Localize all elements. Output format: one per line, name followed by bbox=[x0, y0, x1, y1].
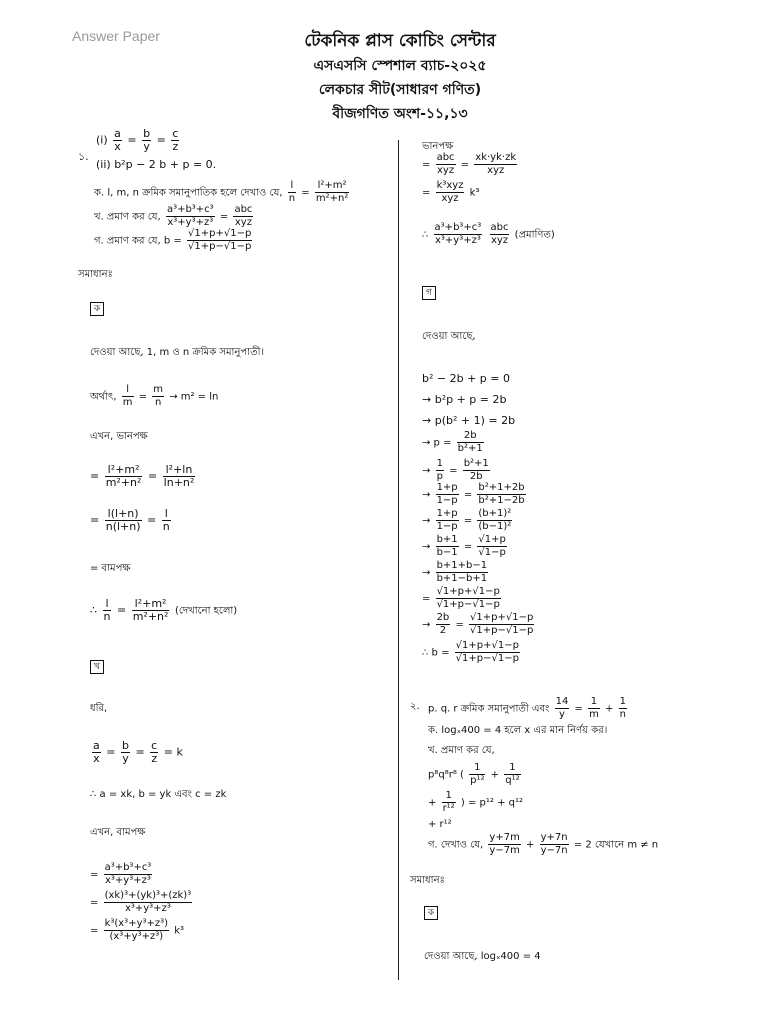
arthat-line: অর্থাৎ, $\frac{l}{m}$ = $\frac{m}{n}$ → m² = ln bbox=[90, 384, 219, 408]
ga-eq-3: → p = $\frac{2b}{\text{b²+1}}$ bbox=[422, 430, 483, 454]
ga-eq-4: → $\frac{1}{p}$ = $\frac{\text{b²+1}}{2b}$ bbox=[422, 458, 489, 482]
kha-step-1: = $\frac{\text{a³+b³+c³}}{\text{x³+y³+z³}}$ bbox=[90, 862, 152, 886]
question-number: ১. bbox=[78, 150, 89, 163]
step-1: = $\frac{\text{l²+m²}}{\text{m²+n²}}$ = $\frac{\text{l²+ln}}{\text{ln+n²}}$ bbox=[90, 463, 195, 489]
given-line: দেওয়া আছে, 1, m ও n ক্রমিক সমানুপাতী। bbox=[90, 347, 265, 358]
ga-eq-9: = $\frac{√1+p+√1-p}{√1+p-√1-p}$ bbox=[422, 586, 500, 610]
question-2-kha-expr-2: + $\frac{1}{\text{r¹²}}$ ) = p¹² + q¹² bbox=[428, 790, 523, 814]
batch-title: এসএসসি স্পেশাল ব্যাচ-২০২৫ bbox=[313, 58, 487, 74]
ga-eq-7: → $\frac{b+1}{b-1}$ = $\frac{√1+p}{√1-p}$ bbox=[422, 534, 506, 558]
part-ga-box: গ bbox=[422, 286, 436, 300]
part-kha-box: খ bbox=[90, 660, 104, 674]
question-2-ka: ক. logₓ400 = 4 হলে x এর মান নির্ণয় কর। bbox=[428, 725, 608, 736]
question-i: (i) $\frac{a}{x}$ = $\frac{b}{y}$ = $\frac{c}{z}$ bbox=[96, 127, 179, 153]
step-2: = $\frac{l(l+n)}{n(l+n)}$ = $\frac{l}{n}$ bbox=[90, 507, 170, 533]
part-ka-box: ক bbox=[90, 302, 104, 316]
kha-conclusion: ∴ $\frac{\text{a³+b³+c³}}{\text{x³+y³+z³}}$ $\frac{\text{abc}}{\text{xyz}}$ (প্রমাণিত) bbox=[422, 222, 555, 246]
answer-paper-label: Answer Paper bbox=[72, 28, 160, 44]
given-ga: দেওয়া আছে, bbox=[422, 331, 476, 342]
ga-conclusion: ∴ b = $\frac{√1+p+√1-p}{√1+p-√1-p}$ bbox=[422, 640, 519, 664]
question-2-number: ২. bbox=[410, 701, 420, 712]
ga-eq-1: → b²p + p = 2b bbox=[422, 393, 507, 406]
ga-eq-5: → $\frac{1+p}{1-p}$ = $\frac{\text{b²+1+2b}}{\text{b²+1−2b}}$ bbox=[422, 482, 525, 506]
question-kha: খ. প্রমাণ কর যে, $\frac{\text{a³+b³+c³}}{\text{x³+y³+z³}}$ = $\frac{\text{abc}}{\text{xyz}}$ bbox=[94, 204, 253, 228]
ga-eq-6: → $\frac{1+p}{1-p}$ = $\frac{\text{(b+1)²}}{\text{(b−1)²}}$ bbox=[422, 508, 512, 532]
solution-2-heading: সমাধানঃ bbox=[410, 875, 445, 886]
ga-eq-2: → p(b² + 1) = 2b bbox=[422, 414, 516, 427]
dhori-line: ধরি, bbox=[90, 703, 108, 714]
ratio-line: $\frac{a}{x}$ = $\frac{b}{y}$ = $\frac{c}{z}$ = k bbox=[93, 739, 183, 765]
bhanpokkho-label: ভানপক্ষ bbox=[422, 141, 454, 152]
part-2-ka-box: ক bbox=[424, 906, 438, 920]
rhs-step-2: = $\frac{\text{k³xyz}}{\text{xyz}}$ k³ bbox=[422, 180, 480, 204]
eq-rhs: = বামপক্ষ bbox=[90, 563, 131, 574]
rhs-step-1: = $\frac{\text{abc}}{\text{xyz}}$ = $\frac{xk\cdot yk\cdot zk}{\text{xyz}}$ bbox=[422, 152, 517, 176]
kha-step-2: = $\frac{\text{(xk)³+(yk)³+(zk)³}}{\text{x³+y³+z³}}$ bbox=[90, 890, 192, 914]
ekhon-bam: এখন, বামপক্ষ bbox=[90, 827, 146, 838]
ga-eq-10: → $\frac{2b}{2}$ = $\frac{√1+p+√1-p}{√1+p-√1-p}$ bbox=[422, 612, 534, 636]
kha-step-3: = $\frac{\text{k³(x³+y³+z³)}}{\text{(x³+y³+z³)}}$ k³ bbox=[90, 918, 185, 942]
sheet-title: লেকচার সীট(সাধারণ গণিত) bbox=[318, 82, 482, 98]
chapter-title: বীজগণিত অংশ-১১,১৩ bbox=[332, 106, 468, 122]
solution-heading: সমাধানঃ bbox=[78, 269, 113, 280]
question-2-text: p. q. r ক্রমিক সমানুপাতী এবং $\frac{14}{y}$ = $\frac{1}{m}$ + $\frac{1}{n}$ bbox=[428, 696, 626, 720]
question-2-kha-expr: p⁸q⁸r⁸ ( $\frac{1}{\text{p¹²}}$ + $\frac{1}{\text{q¹²}}$ bbox=[428, 762, 520, 786]
ga-eq-0: b² − 2b + p = 0 bbox=[422, 372, 510, 385]
ekhon-line: এখন, ভানপক্ষ bbox=[90, 431, 148, 442]
question-2-kha: খ. প্রমাণ কর যে, bbox=[428, 745, 495, 756]
given-log: দেওয়া আছে, logₓ400 = 4 bbox=[424, 951, 541, 962]
conclusion-ka: ∴ $\frac{l}{n}$ = $\frac{\text{l²+m²}}{\text{m²+n²}}$ (দেখানো হলো) bbox=[90, 597, 238, 623]
question-ii: (ii) b²p − 2 b + p = 0. bbox=[96, 158, 217, 171]
therefore-abc: ∴ a = xk, b = yk এবং c = zk bbox=[90, 789, 227, 800]
ga-eq-8: → $\frac{b+1+b-1}{b+1-b+1}$ bbox=[422, 560, 488, 584]
column-divider bbox=[398, 140, 399, 980]
question-ka: ক. l, m, n ক্রমিক সমানুপাতিক হলে দেখাও যে, $\frac{l}{n}$ = $\frac{\text{l²+m²}}{\text{m²+n²}}$ bbox=[94, 180, 349, 204]
center-title: টেকনিক প্লাস কোচিং সেন্টার bbox=[304, 31, 496, 51]
question-2-ga: গ. দেখাও যে, $\frac{y+7m}{y-7m}$ + $\frac{y+7n}{y-7n}$ = 2 যেখানে m ≠ n bbox=[428, 832, 659, 856]
question-2-kha-expr-3: + r¹² bbox=[428, 819, 452, 830]
question-ga: গ. প্রমাণ কর যে, b = $\frac{√1+p+√1-p}{√1+p-√1-p}$ bbox=[94, 228, 252, 252]
